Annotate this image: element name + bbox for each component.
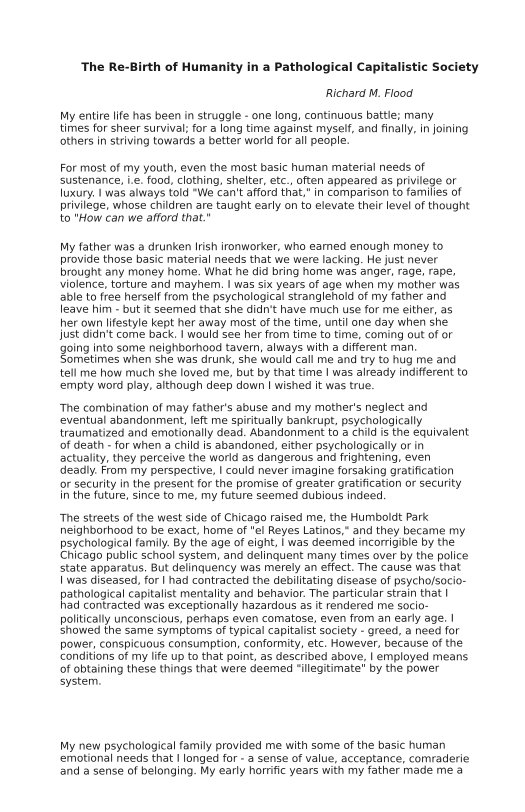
text-line: deadly. From my perspective, I could never imagine forsaking gratification (60, 464, 454, 478)
author-name: Richard M. Flood (326, 88, 413, 100)
text-line: violence, torture and mayhem. I was six years of age when my mother was (60, 278, 460, 292)
text-line: times for sheer survival; for a long time against myself, and finally, in joining (60, 122, 469, 135)
text-line: psychological family. By the age of eight, I was deemed incorrigible by the (60, 536, 455, 550)
text-line: able to free herself from the psychological stranglehold of my father and (60, 290, 447, 304)
text-line: or security in the present for the promise of greater gratification or security (60, 477, 462, 491)
paragraph-1 (60, 110, 510, 148)
paragraph-3 (60, 241, 510, 392)
text-line: brought any money home. What he did bring home was anger, rage, rape, (60, 265, 456, 279)
text-line: and a sense of belonging. My early horrific years with my father made me a (60, 764, 464, 778)
text-line: actuality, they perceive the world as dangerous and frightening, even (60, 451, 431, 465)
text-line: traumatized and emotionally dead. Abandonment to a child is the equivalent (60, 426, 470, 440)
text-line: Sometimes when she was drunk, she would call me and try to hug me and (60, 353, 457, 367)
text-line: sustenance, i.e. food, clothing, shelter, etc., often appeared as privilege or (60, 174, 457, 187)
text-line: empty word play, although deep down I wished it was true. (60, 379, 375, 392)
text-line: others in striving towards a better world for all people. (60, 135, 350, 148)
text-line: her own lifestyle kept her away most of the time, until one day when she (60, 316, 449, 330)
text-line: For most of my youth, even the most basic human material needs of (60, 161, 425, 175)
paragraph-5 (60, 512, 510, 688)
text-line: in the future, since to me, my future seemed dubious indeed. (60, 489, 387, 503)
paragraph-2 (60, 162, 510, 225)
text-line: conditions of my life up to that point, as described above, I employed means (60, 650, 469, 663)
document-title: The Re-Birth of Humanity in a Pathological Capitalistic Society (81, 61, 479, 74)
text-line: pathological capitalist mentality and behavior. The particular strain that I (60, 587, 449, 601)
text-line: of death - for when a child is abandoned, either psychologically or in (60, 439, 425, 453)
text-line: eventual abandonment, left me spiritually bankrupt, psychologically (60, 414, 423, 427)
text-line: The streets of the west side of Chicago raised me, the Humboldt Park (60, 511, 429, 525)
paragraph-4 (60, 402, 510, 503)
text-line: showed the same symptoms of typical capitalist society - greed, a need for (60, 624, 460, 638)
text-line: My new psychological family provided me with some of the basic human (60, 739, 446, 753)
text-line: privilege, whose children are taught early on to elevate their level of thought (60, 199, 470, 213)
text-line: leave him - but it seemed that she didn't have much use for me either, as (60, 303, 453, 317)
text-line: luxury. I was always told "We can't afford that," in comparison to families of (60, 186, 462, 200)
text-line: provide those basic material needs that we were lacking. He just never (60, 253, 438, 266)
text-line: of obtaining these things that were deemed "illegitimate" by the power (60, 662, 440, 676)
text-fragment: to (60, 212, 71, 225)
text-line: My father was a drunken Irish ironworker, who earned enough money to (60, 240, 444, 254)
text-line: had contracted was exceptionally hazardous as it rendered me socio- (60, 599, 429, 613)
text-line: I was diseased, for I had contracted the debilitating disease of psycho/socio- (60, 574, 467, 588)
text-line: state apparatus. But delinquency was merely an effect. The cause was that (60, 561, 461, 575)
text-line: My entire life has been in struggle - one long, continuous battle; many (60, 109, 434, 123)
text-line: Chicago public school system, and delinquent many times over by the police (60, 549, 469, 563)
italic-quote: "How can we afford that." (74, 212, 212, 225)
text-line: neighborhood to be exact, home of "el Reyes Latinos," and they became my (60, 524, 466, 537)
text-line: just didn't come back. I would see her from time to time, coming out of or (60, 328, 453, 342)
text-line: power, conspicuous consumption, conformity, etc. However, because of the (60, 637, 463, 651)
text-line: politically unconscious, perhaps even comatose, even from an early age. I (60, 612, 454, 626)
text-line-with-quote (60, 212, 510, 226)
text-line: The combination of may father's abuse and my mother's neglect and (60, 401, 428, 415)
text-line: emotional needs that I longed for - a sense of value, acceptance, comraderie (60, 752, 470, 765)
text-line: going into some neighborhood tavern, always with a different man. (60, 341, 418, 355)
text-line: system. (60, 675, 102, 688)
paragraph-6 (60, 740, 510, 778)
text-line: tell me how much she loved me, but by that time I was already indifferent to (60, 366, 468, 380)
